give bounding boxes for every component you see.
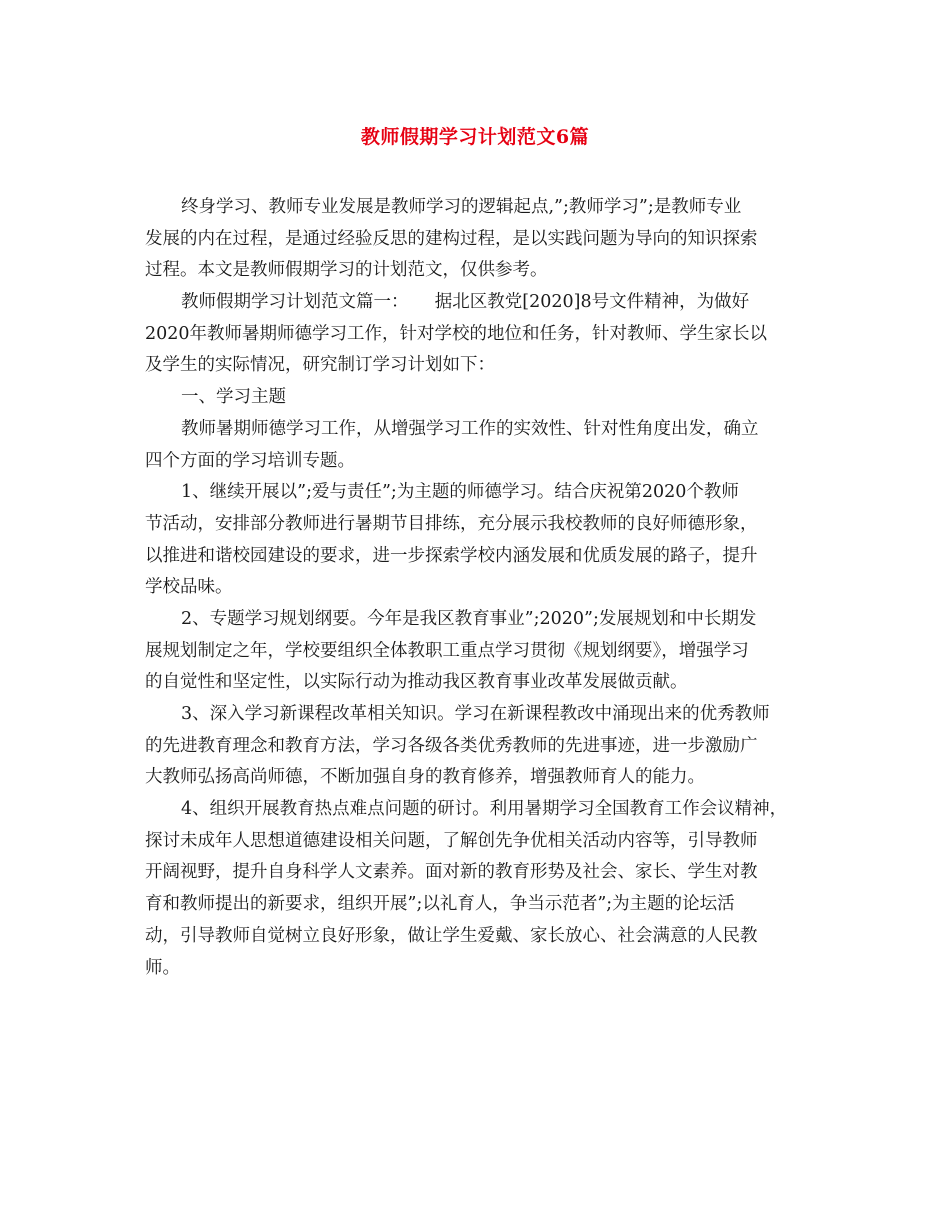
body-text-line: 4、组织开展教育热点难点问题的研讨。利用暑期学习全国教育工作会议精神， (181, 799, 788, 820)
body-text-line: 一、学习主题 (181, 387, 286, 408)
body-text-line: 大教师弘扬高尚师德，不断加强自身的教育修养，增强教师育人的能力。 (145, 767, 705, 788)
body-text-line: 展规划制定之年，学校要组织全体教职工重点学习贯彻《规划纲要》，增强学习 (145, 640, 749, 661)
body-text-line: 1、继续开展以”;爱与责任”;为主题的师德学习。结合庆祝第2020个教师 (181, 482, 739, 503)
body-text-line: 师。 (145, 957, 180, 978)
body-text-line: 过程。本文是教师假期学习的计划范文，仅供参考。 (145, 260, 548, 281)
body-text-line: 2020年教师暑期师德学习工作，针对学校的地位和任务，针对教师、学生家长以 (145, 323, 768, 344)
body-text-line: 及学生的实际情况，研究制订学习计划如下： (145, 355, 495, 376)
body-text-line: 节活动，安排部分教师进行暑期节目排练，充分展示我校教师的良好师德形象， (145, 513, 758, 534)
body-text-line: 教师暑期师德学习工作，从增强学习工作的实效性、针对性角度出发，确立 (181, 418, 759, 439)
body-text-line: 的自觉性和坚定性，以实际行动为推动我区教育事业改革发展做贡献。 (145, 672, 688, 693)
body-text-line: 以推进和谐校园建设的要求，进一步探索学校内涵发展和优质发展的路子，提升 (145, 545, 758, 566)
body-text-line: 发展的内在过程，是通过经验反思的建构过程，是以实践问题为导向的知识探索 (145, 228, 758, 249)
body-text-line: 2、专题学习规划纲要。今年是我区教育事业”;2020”;发展规划和中长期发 (181, 608, 757, 629)
document-title: 教师假期学习计划范文6篇 (360, 126, 590, 148)
body-text-line: 育和教师提出的新要求，组织开展”;以礼育人，争当示范者”;为主题的论坛活 (145, 894, 735, 915)
body-text-line: 动，引导教师自觉树立良好形象，做让学生爱戴、家长放心、社会满意的人民教 (145, 925, 758, 946)
body-text-line: 的先进教育理念和教育方法，学习各级各类优秀教师的先进事迹，进一步激励广 (145, 735, 758, 756)
body-text-line: 开阔视野，提升自身科学人文素养。面对新的教育形势及社会、家长、学生对教 (145, 862, 758, 883)
body-text-line: 探讨未成年人思想道德建设相关问题，了解创先争优相关活动内容等，引导教师 (145, 830, 758, 851)
body-text-line: 学校品味。 (145, 577, 233, 598)
body-text-line: 教师假期学习计划范文篇一： 据北区教党[2020]8号文件精神，为做好 (181, 292, 750, 313)
document-body (145, 192, 815, 984)
body-text-line: 3、深入学习新课程改革相关知识。学习在新课程教改中涌现出来的优秀教师 (181, 704, 770, 724)
body-text-line: 终身学习、教师专业发展是教师学习的逻辑起点,”;教师学习”;是教师专业 (181, 197, 742, 217)
body-text-line: 四个方面的学习培训专题。 (145, 450, 355, 471)
